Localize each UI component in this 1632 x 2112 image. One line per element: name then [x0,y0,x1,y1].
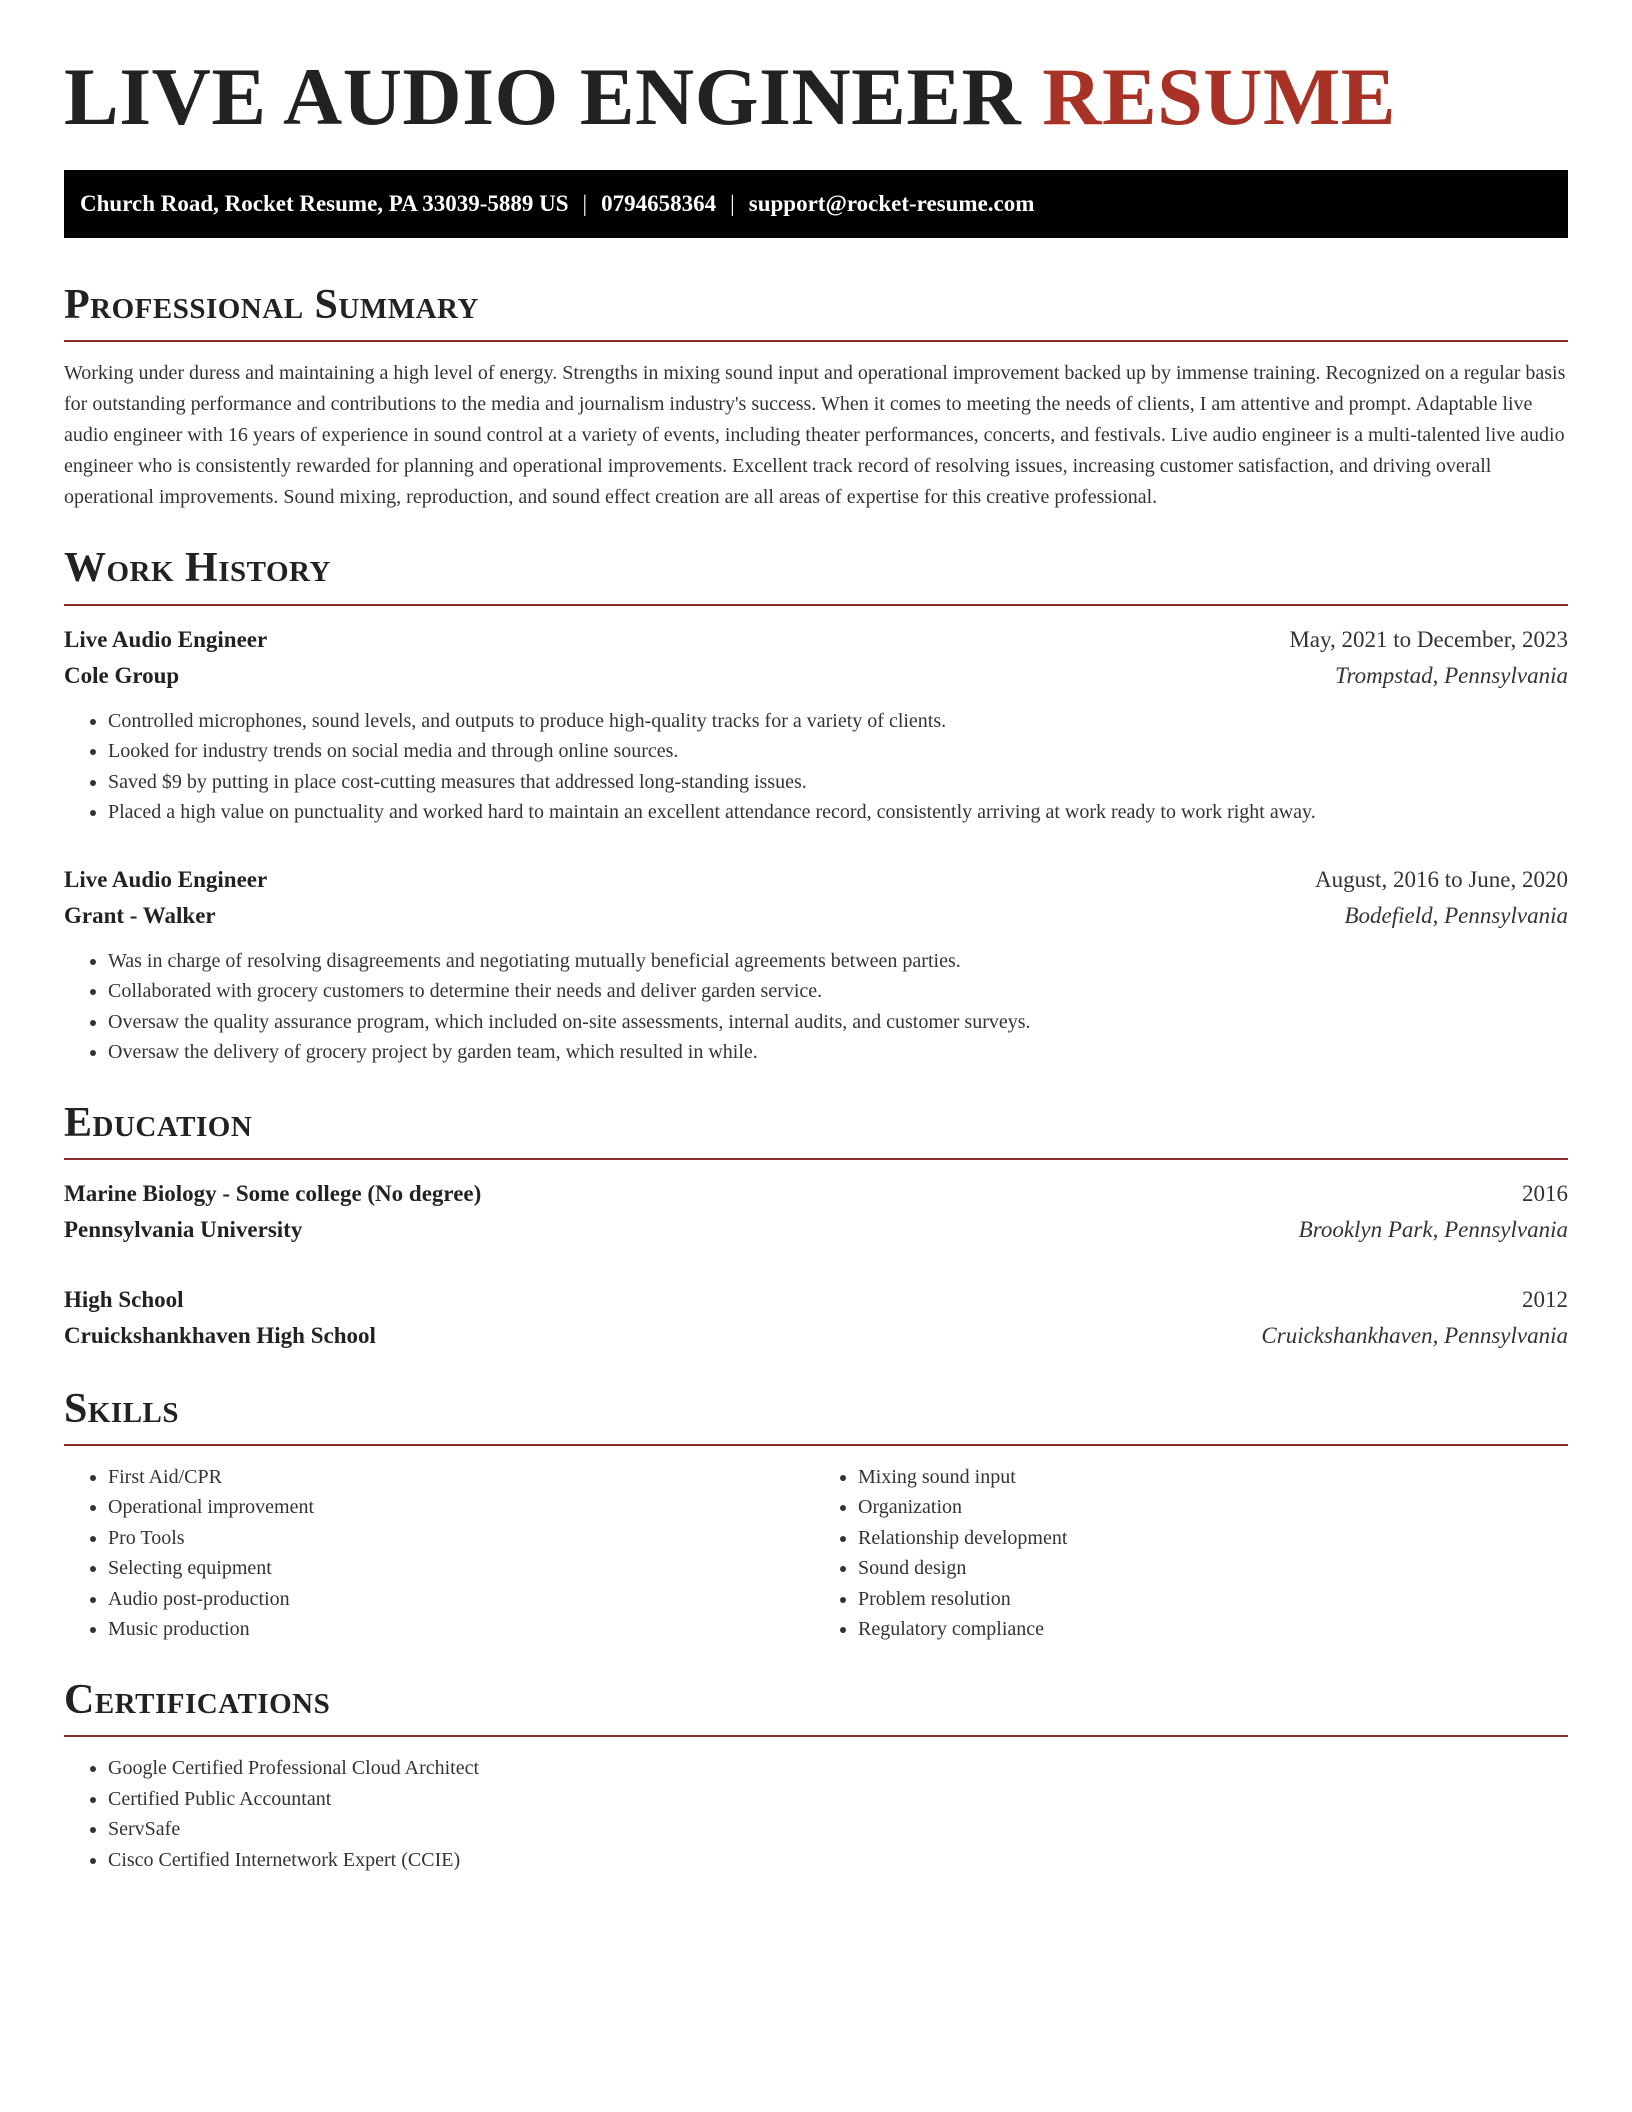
certification-item: • Cisco Certified Internetwork Expert (CCIE) [108,1845,1568,1876]
contact-address: Church Road, Rocket Resume, PA 33039-5889 US [80,191,569,217]
job-bullet: • Collaborated with grocery customers to determine their needs and deliver garden service. [108,976,1568,1007]
job-bullet: • Oversaw the delivery of grocery project by garden team, which resulted in while. [108,1037,1568,1068]
job-bullet: • Oversaw the quality assurance program, which included on-site assessments, internal audits, and customer surveys. [108,1007,1568,1038]
education-section [64,1100,1568,1354]
contact-phone: 0794658364 [601,191,717,217]
job-company: Cole Group [64,662,180,688]
certification-item: • Certified Public Accountant [108,1784,1568,1815]
skill-item: • Selecting equipment [108,1553,816,1584]
title-accent: RESUME [1042,51,1397,142]
skills-columns [64,1462,1568,1645]
education-location: Brooklyn Park, Pennsylvania [1298,1216,1568,1242]
skills-left-column [64,1462,816,1645]
certification-item: • Google Certified Professional Cloud Architect [108,1753,1568,1784]
job-location: Bodefield, Pennsylvania [1344,902,1568,928]
job-dates: May, 2021 to December, 2023 [1289,626,1568,652]
job-bullet: • Looked for industry trends on social media and through online sources. [108,736,1568,767]
certification-item: • ServSafe [108,1814,1568,1845]
job-entry [64,622,1568,828]
education-school: Cruickshankhaven High School [64,1322,376,1348]
job-entry [64,862,1568,1068]
job-company: Grant - Walker [64,902,216,928]
summary-heading: Professional Summary [64,282,1568,342]
job-dates: August, 2016 to June, 2020 [1315,866,1568,892]
resume-title [64,52,1568,142]
certifications-heading: Certifications [64,1677,1568,1737]
job-bullets [64,706,1568,828]
summary-text: Working under duress and maintaining a high level of energy. Strengths in mixing sound input and operational improvement backed up by immense training. Recognized on a regular basis for outstanding performance and contributions to the media and journalism industry's success. When it comes to meeting the needs of clients, I am attentive and prompt. Adaptable live audio engineer with 16 years of experience in sound control at a variety of events, including theater performances, concerts, and festivals. Live audio engineer is a multi-talented live audio engineer who is consistently rewarded for planning and operational improvements. Excellent track record of resolving issues, increasing customer satisfaction, and driving overall operational improvements. Sound mixing, reproduction, and sound effect creation are all areas of expertise for this creative professional. [64,362,1566,509]
skill-item: • Operational improvement [108,1492,816,1523]
contact-bar [64,170,1568,238]
education-degree: High School [64,1286,184,1312]
work-history-heading: Work History [64,545,1568,605]
skill-item: • Sound design [858,1553,1568,1584]
skills-right-column [816,1462,1568,1645]
skill-item: • Problem resolution [858,1584,1568,1615]
skill-item: • Regulatory compliance [858,1614,1568,1645]
education-school: Pennsylvania University [64,1216,303,1242]
skill-item: • Music production [108,1614,816,1645]
job-bullet: • Saved $9 by putting in place cost-cutting measures that addressed long-standing issues. [108,767,1568,798]
education-entry [64,1176,1568,1248]
job-bullet: • Placed a high value on punctuality and worked hard to maintain an excellent attendance record, consistently arriving at work ready to work right away. [108,797,1568,828]
skill-item: • Pro Tools [108,1523,816,1554]
certifications-section [64,1677,1568,1875]
skill-item: • Audio post-production [108,1584,816,1615]
job-bullet: • Was in charge of resolving disagreements and negotiating mutually beneficial agreements between parties. [108,946,1568,977]
job-title: Live Audio Engineer [64,866,268,892]
summary-section [64,282,1568,513]
education-heading: Education [64,1100,1568,1160]
job-location: Trompstad, Pennsylvania [1335,662,1568,688]
skill-item: • Mixing sound input [858,1462,1568,1493]
contact-separator: | [582,191,588,217]
education-entry [64,1282,1568,1354]
job-bullets [64,946,1568,1068]
job-bullet: • Controlled microphones, sound levels, and outputs to produce high-quality tracks for a variety of clients. [108,706,1568,737]
education-year: 2012 [1522,1286,1568,1312]
certifications-list [64,1753,1568,1875]
skill-item: • Organization [858,1492,1568,1523]
contact-email: support@rocket-resume.com [748,191,1035,217]
skills-heading: Skills [64,1386,1568,1446]
skills-section [64,1386,1568,1645]
education-year: 2016 [1522,1180,1568,1206]
skill-item: • First Aid/CPR [108,1462,816,1493]
education-location: Cruickshankhaven, Pennsylvania [1261,1322,1568,1348]
contact-separator: | [730,191,735,217]
job-title: Live Audio Engineer [64,626,268,652]
title-main: LIVE AUDIO ENGINEER [64,51,1022,142]
skill-item: • Relationship development [858,1523,1568,1554]
work-history-section [64,545,1568,1067]
education-degree: Marine Biology - Some college (No degree) [64,1180,482,1206]
